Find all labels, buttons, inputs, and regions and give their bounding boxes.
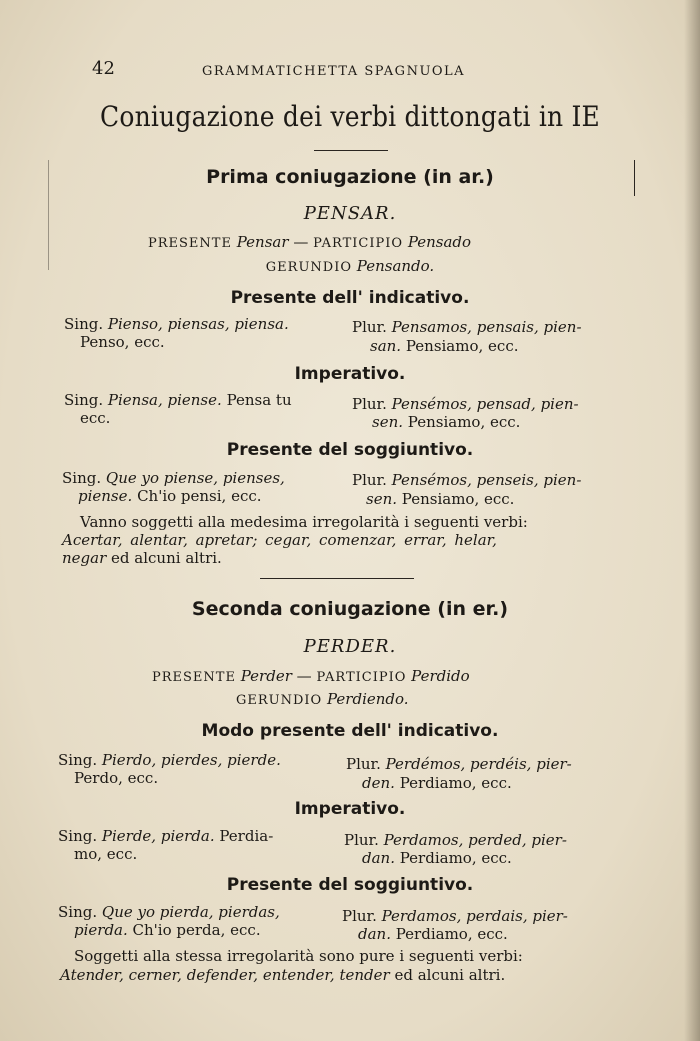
- plur-translation: Pensiamo, ecc.: [407, 413, 521, 431]
- note-first-line-2: Acertar, alentar, apretar; cegar, comenzar, errar, helar,: [62, 531, 497, 549]
- presente-label: PRESENTE: [152, 670, 236, 685]
- note-verbs: Atender, cerner, defender, entender, tender: [60, 966, 390, 984]
- plur-forms-cont: sen.: [372, 413, 404, 431]
- gerundio-label: GERUNDIO: [265, 260, 353, 275]
- plur-label: Plur.: [352, 395, 387, 413]
- ind-sing-1-second: [58, 751, 281, 769]
- plur-translation: Pensiamo, ecc.: [405, 337, 519, 355]
- title-rule: [314, 150, 388, 151]
- presente-label: PRESENTE: [148, 236, 232, 251]
- plur-label: Plur.: [344, 831, 379, 849]
- sing-forms: Pienso, piensas, piensa.: [107, 315, 289, 333]
- heading-indicativo-1: Presente dell' indicativo.: [230, 288, 470, 308]
- sing-label: Sing.: [58, 751, 98, 769]
- plur-forms: Perdamos, perdais, pier-: [381, 907, 568, 925]
- pensar-gerundio: [0, 257, 700, 275]
- ind-plur-1-second: [346, 755, 572, 773]
- section-divider: [260, 578, 414, 579]
- note-first-line-1: Vanno soggetti alla medesima irregolarità i seguenti verbi:: [80, 513, 528, 531]
- sing-label: Sing.: [58, 827, 98, 845]
- note-second-line-1: Soggetti alla stessa irregolarità sono pure i seguenti verbi:: [74, 947, 523, 965]
- participio-value: Perdido: [411, 667, 470, 685]
- plur-forms: Perdamos, perded, pier-: [383, 831, 567, 849]
- plur-forms: Pensémos, penseis, pien-: [391, 471, 582, 489]
- plur-translation: Perdiamo, ecc.: [395, 925, 508, 943]
- plur-forms-cont: dan.: [362, 849, 395, 867]
- imp-sing-1-second: [58, 827, 273, 845]
- heading-soggiuntivo-1: Presente del soggiuntivo.: [226, 440, 474, 460]
- participio-value: Pensado: [407, 233, 472, 251]
- sing-label: Sing.: [62, 469, 102, 487]
- plur-forms: Pensamos, pensais, pien-: [391, 318, 582, 336]
- presente-value: Perder: [240, 667, 292, 685]
- subj-sing-1-second: [58, 903, 280, 921]
- subj-plur-1-second: [342, 907, 568, 925]
- plur-forms-cont: den.: [362, 774, 395, 792]
- plur-forms-cont: san.: [370, 337, 402, 355]
- sing-label: Sing.: [64, 391, 104, 409]
- note-verb: negar: [62, 549, 107, 567]
- sing-translation: Perdia-: [219, 827, 274, 845]
- sing-forms: Pierdo, pierdes, pierde.: [101, 751, 281, 769]
- imp-plur-2: [372, 413, 520, 431]
- verb-pensar: PENSAR.: [303, 203, 397, 224]
- perder-gerundio: [236, 690, 409, 708]
- subj-plur-2: [366, 490, 514, 508]
- page-title: Coniugazione dei verbi dittongati in IE: [99, 100, 600, 133]
- imp-plur-1-second: [344, 831, 567, 849]
- ind-sing-2-second: Perdo, ecc.: [74, 769, 159, 787]
- pensar-principal-parts: [148, 233, 471, 251]
- imp-plur-1: [352, 395, 579, 413]
- note-first-line-3: [62, 549, 222, 567]
- heading-imperativo-1: Imperativo.: [294, 364, 406, 384]
- plur-translation: Perdiamo, ecc.: [399, 774, 512, 792]
- subj-sing-2: [78, 487, 262, 505]
- heading-indicativo-2: Modo presente dell' indicativo.: [201, 721, 499, 741]
- sing-forms: Que yo pierda, pierdas,: [101, 903, 280, 921]
- sing-label: Sing.: [64, 315, 104, 333]
- sing-label: Sing.: [58, 903, 98, 921]
- subj-sing-2-second: [74, 921, 261, 939]
- plur-label: Plur.: [352, 471, 387, 489]
- imp-sing-1: [64, 391, 292, 409]
- sing-forms: Pierde, pierda.: [101, 827, 215, 845]
- plur-forms: Perdémos, perdéis, pier-: [385, 755, 572, 773]
- subj-plur-2-second: [358, 925, 508, 943]
- section-heading-first: Prima coniugazione (in ar.): [206, 166, 494, 188]
- plur-label: Plur.: [342, 907, 377, 925]
- subj-sing-1: [62, 469, 285, 487]
- gerundio-value: Pensando.: [356, 257, 435, 275]
- presente-value: Pensar: [236, 233, 289, 251]
- plur-label: Plur.: [352, 318, 387, 336]
- running-title: GRAMMATICHETTA SPAGNUOLA: [202, 64, 466, 79]
- ind-plur-1: [352, 318, 582, 336]
- sing-forms: Que yo piense, pienses,: [105, 469, 285, 487]
- plur-translation: Pensiamo, ecc.: [401, 490, 515, 508]
- verb-perder: PERDER.: [303, 636, 397, 657]
- plur-translation: Perdiamo, ecc.: [399, 849, 512, 867]
- imp-sing-2: ecc.: [80, 409, 111, 427]
- note-rest: ed alcuni altri.: [394, 966, 506, 984]
- imp-sing-2-second: mo, ecc.: [74, 845, 138, 863]
- ind-plur-2-second: [362, 774, 512, 792]
- perder-principal-parts: [152, 667, 470, 685]
- sing-translation: Ch'io perda, ecc.: [132, 921, 261, 939]
- sing-forms: Piensa, piense.: [107, 391, 222, 409]
- sing-forms-cont: pierda.: [74, 921, 128, 939]
- note-second-line-2: [60, 966, 505, 984]
- heading-soggiuntivo-2: Presente del soggiuntivo.: [226, 875, 474, 895]
- sing-forms-cont: piense.: [78, 487, 133, 505]
- plur-forms-cont: dan.: [358, 925, 391, 943]
- participio-label: PARTICIPIO: [313, 236, 404, 251]
- sing-translation: Ch'io pensi, ecc.: [137, 487, 262, 505]
- plur-label: Plur.: [346, 755, 381, 773]
- plur-forms: Pensémos, pensad, pien-: [391, 395, 579, 413]
- section-heading-second: Seconda coniugazione (in er.): [191, 598, 509, 620]
- participio-label: PARTICIPIO: [316, 670, 407, 685]
- gerundio-label: GERUNDIO: [236, 693, 323, 708]
- ind-sing-2: Penso, ecc.: [80, 333, 165, 351]
- page-number: 42: [92, 58, 115, 79]
- gerundio-value: Perdiendo.: [327, 690, 409, 708]
- dash: —: [293, 233, 309, 251]
- subj-plur-1: [352, 471, 581, 489]
- heading-imperativo-2: Imperativo.: [294, 799, 406, 819]
- note-rest: ed alcuni altri.: [111, 549, 222, 567]
- dash: —: [296, 667, 312, 685]
- sing-translation: Pensa tu: [226, 391, 292, 409]
- imp-plur-2-second: [362, 849, 512, 867]
- plur-forms-cont: sen.: [366, 490, 398, 508]
- ind-plur-2: [370, 337, 519, 355]
- ind-sing-1: [64, 315, 289, 333]
